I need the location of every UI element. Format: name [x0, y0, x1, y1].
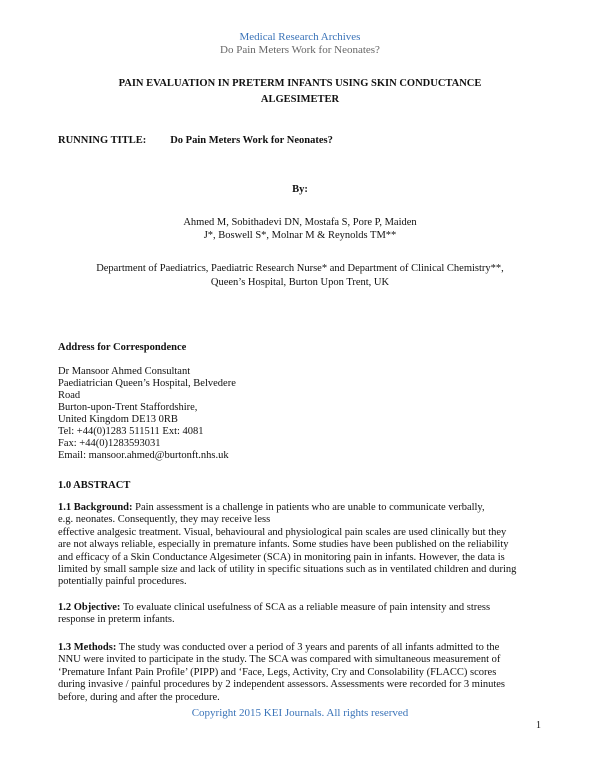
running-title-label: RUNNING TITLE: — [58, 135, 147, 146]
affiliation-line-1: Department of Paediatrics, Paediatric Research Nurse* and Department of Clinical Chemistry**, — [96, 263, 504, 274]
authors-line-2: J*, Boswell S*, Molnar M & Reynolds TM** — [203, 230, 397, 241]
address-line: Paediatrician Queen’s Hospital, Belvedere — [58, 378, 236, 389]
objective-text: To evaluate clinical usefulness of SCA as a reliable measure of pain intensity and stress — [120, 602, 491, 613]
methods-label: 1.3 Methods: — [58, 642, 117, 653]
address-line: Burton-upon-Trent Staffordshire, — [58, 402, 198, 413]
paragraph-line — [58, 642, 540, 654]
copyright-footer: Copyright 2015 KEI Journals. All rights reserved — [191, 707, 409, 719]
paragraph-line: limited by small sample size and lack of utility in specific situations such as in ventilated children and during — [58, 564, 517, 576]
address-line: Tel: +44(0)1283 511511 Ext: 4081 — [58, 426, 204, 437]
methods-text: The study was conducted over a period of 3 years and parents of all infants admitted to the — [116, 642, 500, 653]
paragraph-line: potentially painful procedures. — [58, 576, 187, 588]
email-line: Email: mansoor.ahmed@burtonft.nhs.uk — [58, 450, 229, 461]
objective-paragraph — [58, 602, 540, 627]
paragraph-line: ‘Premature Infant Pain Profile’ (PIPP) and ‘Face, Legs, Activity, Cry and Consolability (FLACC) scores — [58, 666, 497, 678]
authors-line-1: Ahmed M, Sobithadevi DN, Mostafa S, Pore P, Maiden — [183, 217, 417, 228]
running-header: Do Pain Meters Work for Neonates? — [220, 44, 380, 56]
author-list — [150, 216, 450, 242]
background-label: 1.1 Background: — [58, 502, 133, 513]
paragraph-line: and efficacy of a Skin Conductance Algesimeter (SCA) in monitoring pain in infants. However, the data is — [58, 551, 505, 563]
paragraph-line — [58, 602, 540, 614]
paragraph-line: NNU were invited to participate in the study. The SCA was compared with simultaneous measurement of — [58, 654, 501, 666]
paragraph-line — [58, 502, 540, 514]
title-line-2: ALGESIMETER — [260, 94, 340, 105]
paragraph-line: are not always reliable, especially in premature infants. Some studies have been published on the reliability — [58, 539, 509, 551]
address-line: United Kingdom DE13 0RB — [58, 414, 178, 425]
background-text: Pain assessment is a challenge in patients who are unable to communicate verbally, — [132, 502, 485, 513]
address-line: Road — [58, 390, 81, 401]
title-line-1: PAIN EVALUATION IN PRETERM INFANTS USING SKIN CONDUCTANCE — [118, 78, 482, 89]
abstract-heading: 1.0 ABSTRACT — [58, 480, 131, 491]
page-number: 1 — [536, 720, 541, 731]
affiliation-line-2: Queen’s Hospital, Burton Upon Trent, UK — [210, 277, 390, 288]
running-title — [58, 135, 333, 146]
paragraph-line: effective analgesic treatment. Visual, behavioural and physiological pain scales are used clinically but they — [58, 526, 507, 538]
paper-title — [100, 76, 500, 108]
by-line: By: — [292, 184, 308, 195]
paragraph-line: e.g. neonates. Consequently, they may receive less — [58, 514, 271, 526]
correspondence-address — [58, 366, 236, 462]
paragraph-line: during invasive / painful procedures by 2 independent assessors. Assessments were recorded for 3 minutes — [58, 679, 506, 691]
paragraph-line: response in preterm infants. — [58, 614, 175, 626]
affiliation — [70, 262, 530, 290]
correspondence-heading: Address for Correspondence — [58, 342, 187, 353]
paragraph-line: before, during and after the procedure. — [58, 691, 220, 703]
journal-name: Medical Research Archives — [239, 31, 361, 43]
running-title-text: Do Pain Meters Work for Neonates? — [170, 135, 333, 146]
background-paragraph — [58, 502, 540, 589]
address-line: Dr Mansoor Ahmed Consultant — [58, 366, 191, 377]
address-line: Fax: +44(0)1283593031 — [58, 438, 161, 449]
methods-paragraph — [58, 642, 540, 704]
objective-label: 1.2 Objective: — [58, 602, 121, 613]
